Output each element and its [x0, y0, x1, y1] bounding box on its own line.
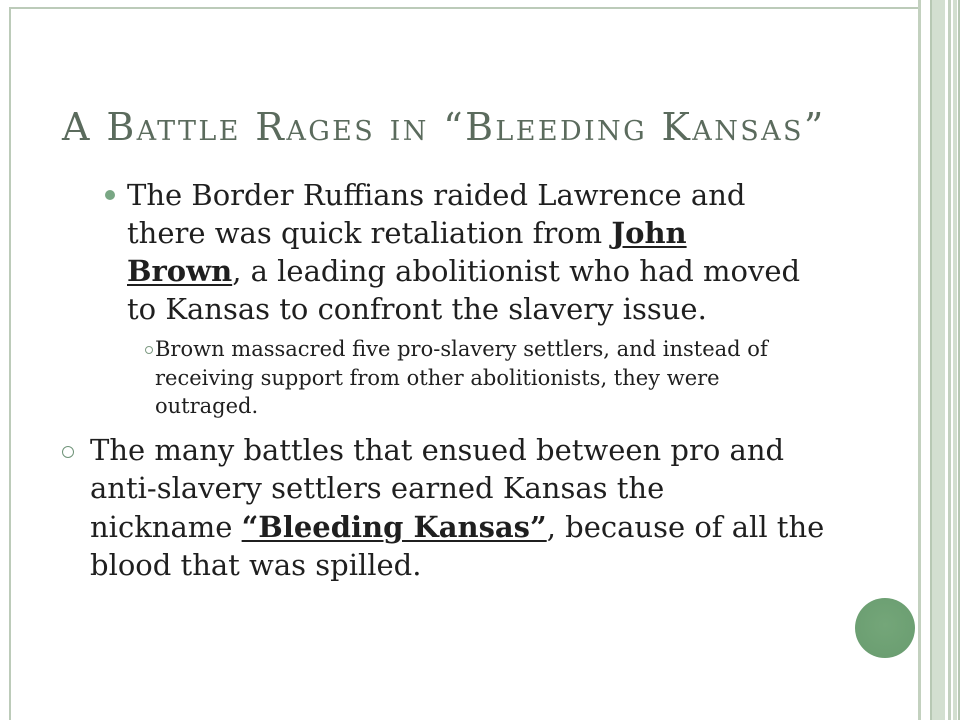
- bullet-line: [90, 431, 824, 469]
- hollow-circle-bullet-icon: [62, 446, 74, 458]
- bullet-line: [155, 364, 768, 393]
- sub-bullet-item: [155, 335, 768, 421]
- text-segment: outraged.: [155, 394, 259, 418]
- text-segment: there was quick retaliation from: [127, 216, 612, 250]
- bullet-line: [127, 176, 800, 214]
- bullet-line: [155, 335, 768, 364]
- text-segment: , a leading abolitionist who had moved: [232, 254, 801, 288]
- band-stripe: [918, 0, 921, 720]
- bullet-line: [90, 508, 824, 546]
- text-segment: nickname: [90, 509, 242, 544]
- band-stripe: [948, 0, 951, 720]
- bullet-line: [90, 546, 824, 584]
- text-segment: anti-slavery settlers earned Kansas the: [90, 471, 665, 506]
- bullet-item-2: [90, 431, 824, 584]
- text-segment: receiving support from other abolitionists, they were: [155, 365, 720, 390]
- filled-circle-bullet-icon: [105, 190, 115, 200]
- text-segment: The Border Ruffians raided Lawrence and: [127, 178, 746, 212]
- bullet-item-1: [127, 176, 800, 328]
- band-stripe: [953, 0, 957, 720]
- green-circle-decoration: [855, 598, 915, 658]
- text-segment: to Kansas to confront the slavery issue.: [127, 292, 707, 326]
- right-stripe-band: [918, 0, 960, 720]
- band-stripe: [930, 0, 945, 720]
- text-segment: , because of all the: [546, 509, 825, 544]
- bullet-line: [127, 290, 800, 328]
- text-segment: blood that was spilled.: [90, 547, 422, 582]
- bullet-line: [90, 469, 824, 507]
- text-segment: The many battles that ensued between pro and: [90, 433, 785, 467]
- emphasized-name: Brown: [127, 254, 233, 288]
- text-segment: Brown massacred five pro-slavery settlers, and instead of: [155, 337, 768, 361]
- emphasized-nickname: “Bleeding Kansas”: [241, 509, 547, 544]
- slide-frame-top: [9, 7, 920, 9]
- emphasized-name: John: [611, 216, 687, 250]
- bullet-line: [127, 214, 800, 252]
- slide-title: A Battle Rages in “Bleeding Kansas”: [62, 105, 826, 149]
- slide-frame-left: [9, 7, 11, 720]
- bullet-line: [127, 252, 800, 290]
- bullet-line: [155, 392, 768, 421]
- hollow-circle-bullet-icon: [145, 346, 153, 354]
